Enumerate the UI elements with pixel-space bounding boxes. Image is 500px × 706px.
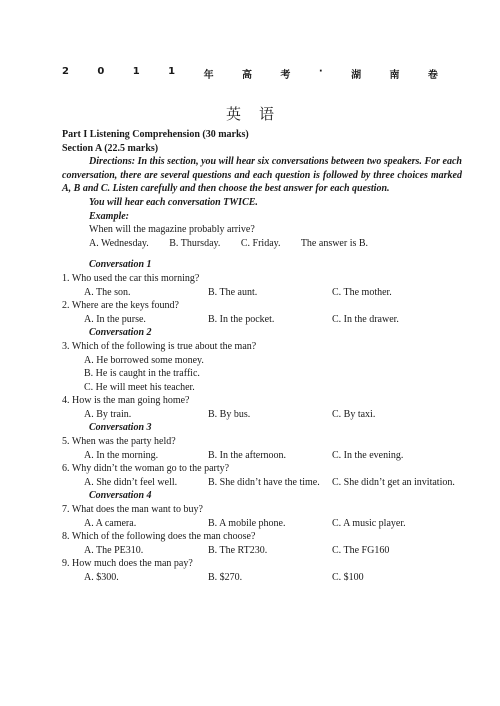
answer-options-row: [62, 571, 462, 585]
header-char: 1: [168, 66, 176, 77]
header-char: 南: [389, 70, 400, 81]
question-text: 6. Why didn’t the woman go to the party?: [62, 463, 230, 475]
answer-option: B. He is caught in the traffic.: [84, 368, 200, 380]
answer-option: B. She didn’t have the time.: [208, 476, 320, 488]
example-option: A. Wednesday.: [89, 237, 149, 249]
header-char: 年: [203, 70, 214, 81]
answer-option: B. A mobile phone.: [208, 517, 286, 529]
answer-option: C. $100: [332, 572, 364, 583]
answer-option: C. In the evening.: [332, 449, 404, 461]
conversation-list: [62, 258, 462, 584]
header-char: 0: [97, 66, 105, 77]
answer-option: A. The son.: [84, 286, 131, 298]
subject-title: 英语: [225, 107, 292, 123]
answer-options-row: [62, 286, 462, 300]
section-title: Section A (22.5 marks): [62, 142, 159, 154]
exam-header-title: [62, 66, 438, 82]
example-option: B. Thursday.: [169, 237, 221, 249]
question-text: 5. When was the party held?: [62, 436, 176, 448]
question-text: 7. What does the man want to buy?: [62, 504, 203, 516]
question-text: 2. Where are the keys found?: [62, 300, 179, 312]
question-text: 8. Which of the following does the man choose?: [62, 531, 256, 543]
answer-option: A. He borrowed some money.: [84, 354, 204, 366]
twice-note: You will hear each conversation TWICE.: [89, 196, 258, 208]
header-char: 湖: [351, 70, 362, 81]
header-char: 2: [62, 66, 69, 77]
question-text: 9. How much does the man pay?: [62, 558, 193, 570]
answer-options-row: [62, 313, 462, 327]
answer-options-row: [62, 544, 462, 558]
answer-options-row: [62, 476, 462, 490]
answer-option: B. The aunt.: [208, 286, 258, 298]
conversation-title: Conversation 1: [89, 259, 152, 271]
answer-option: B. By bus.: [208, 408, 251, 420]
answer-option: C. She didn’t get an invitation.: [332, 476, 455, 488]
answer-option: A. The PE310.: [84, 544, 144, 556]
directions-text: Directions: In this section, you will hear six conversations between two speakers. For each conversation, there are several questions and each question is followed by three choices marked A, B and C. Listen carefully and then choose the best answer for each question.: [62, 156, 462, 195]
answer-options-row: [62, 408, 462, 422]
example-label: Example:: [89, 210, 129, 222]
header-char: ·: [318, 66, 323, 77]
answer-option: A. In the purse.: [84, 313, 146, 325]
example-options: [62, 237, 462, 251]
answer-option: C. In the drawer.: [332, 313, 399, 325]
answer-option: A. She didn’t feel well.: [84, 476, 178, 488]
part-title: Part I Listening Comprehension (30 marks): [62, 129, 249, 140]
answer-option: B. $270.: [208, 572, 243, 583]
answer-options-row: [62, 517, 462, 531]
header-char: 卷: [427, 70, 438, 81]
exam-body: [62, 128, 462, 585]
answer-option: C. He will meet his teacher.: [84, 381, 195, 393]
example-question: When will the magazine probably arrive?: [89, 224, 255, 236]
answer-option: B. In the pocket.: [208, 313, 275, 325]
answer-option: C. A music player.: [332, 517, 406, 529]
answer-option: C. The FG160: [332, 544, 390, 556]
header-char: 1: [132, 66, 140, 77]
header-char: 考: [280, 70, 291, 81]
answer-option: A. In the morning.: [84, 449, 159, 461]
header-char: 高: [241, 70, 252, 81]
conversation-title: Conversation 3: [89, 422, 152, 434]
answer-option: C. The mother.: [332, 286, 392, 298]
answer-option: B. In the afternoon.: [208, 449, 287, 461]
answer-option: A. By train.: [84, 408, 132, 420]
answer-option: A. A camera.: [84, 517, 137, 529]
answer-options-row: [62, 449, 462, 463]
answer-option: B. The RT230.: [208, 544, 268, 556]
answer-option: A. $300.: [84, 572, 119, 583]
example-answer: The answer is B.: [300, 237, 369, 249]
spacer: [62, 250, 462, 258]
question-text: 1. Who used the car this morning?: [62, 272, 200, 284]
question-text: 4. How is the man going home?: [62, 395, 190, 407]
conversation-title: Conversation 4: [89, 490, 152, 502]
answer-option: C. By taxi.: [332, 408, 376, 420]
conversation-title: Conversation 2: [89, 327, 152, 339]
question-text: 3. Which of the following is true about the man?: [62, 340, 257, 352]
example-option: C. Friday.: [240, 237, 281, 249]
